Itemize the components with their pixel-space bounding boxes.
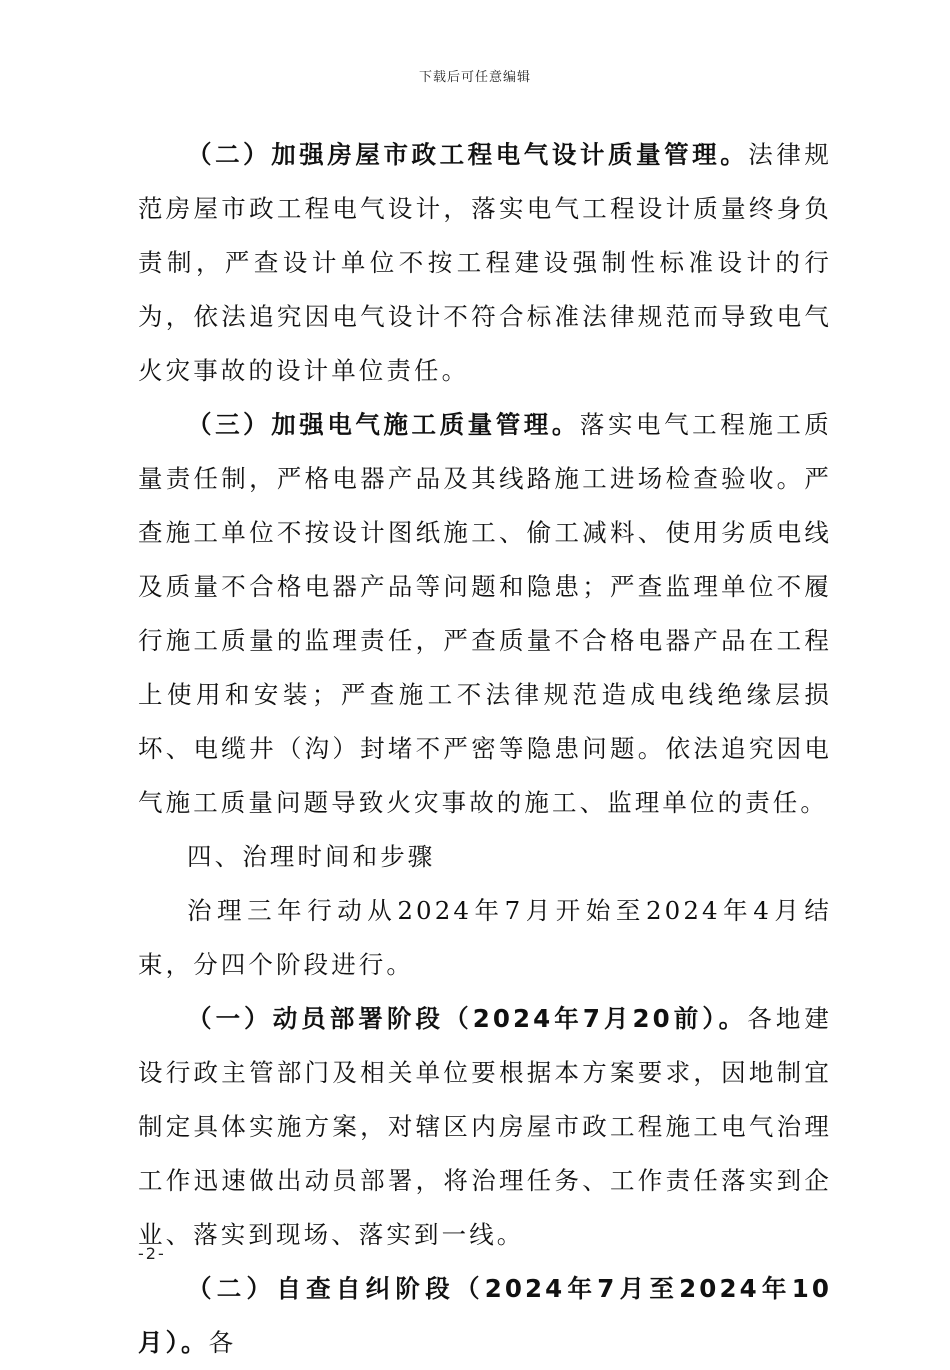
paragraph-text: 各地建设行政主管部门及相关单位要根据本方案要求，因地制宜制定具体实施方案，对辖区内房屋市政工程施工电气治理工作迅速做出动员部署，将治理任务、工作责任落实到企业、落实到现场、落实到一线。 [138, 1004, 832, 1249]
document-body [138, 128, 832, 1370]
paragraph-construction-quality [138, 398, 832, 830]
page-header-note: 下载后可任意编辑 [418, 70, 531, 85]
paragraph-text: 各 [208, 1328, 237, 1357]
paragraph-lead: （一）动员部署阶段（2024年7月20前）。 [187, 1004, 748, 1033]
paragraph-text: 落实电气工程施工质量责任制，严格电器产品及其线路施工进场检查验收。严查施工单位不按设计图纸施工、偷工减料、使用劣质电线及质量不合格电器产品等问题和隐患；严查监理单位不履行施工质量的监理责任，严查质量不合格电器产品在工程上使用和安装；严查施工不法律规范造成电线绝缘层损坏、电缆井（沟）封堵不严密等隐患问题。依法追究因电气施工质量问题导致火灾事故的施工、监理单位的责任。 [138, 410, 832, 817]
paragraph-mobilization [138, 992, 832, 1262]
paragraph-timeline [138, 884, 832, 992]
paragraph-text: 法律规范房屋市政工程电气设计，落实电气工程设计质量终身负责制，严查设计单位不按工程建设强制性标准设计的行为，依法追究因电气设计不符合标准法律规范而导致电气火灾事故的设计单位责任。 [138, 140, 832, 385]
paragraph-lead: （二）自查自纠阶段（2024年7月至2024年10月）。 [138, 1274, 832, 1357]
paragraph-self-inspection [138, 1262, 832, 1370]
paragraph-text: 治理三年行动从2024年7月开始至2024年4月结束，分四个阶段进行。 [138, 896, 832, 979]
paragraph-lead: （三）加强电气施工质量管理。 [187, 410, 580, 439]
paragraph-lead: （二）加强房屋市政工程电气设计质量管理。 [187, 140, 749, 169]
page-number: -2- [138, 1244, 166, 1263]
paragraph-design-quality [138, 128, 832, 398]
section-heading: 四、治理时间和步骤 [187, 842, 436, 871]
